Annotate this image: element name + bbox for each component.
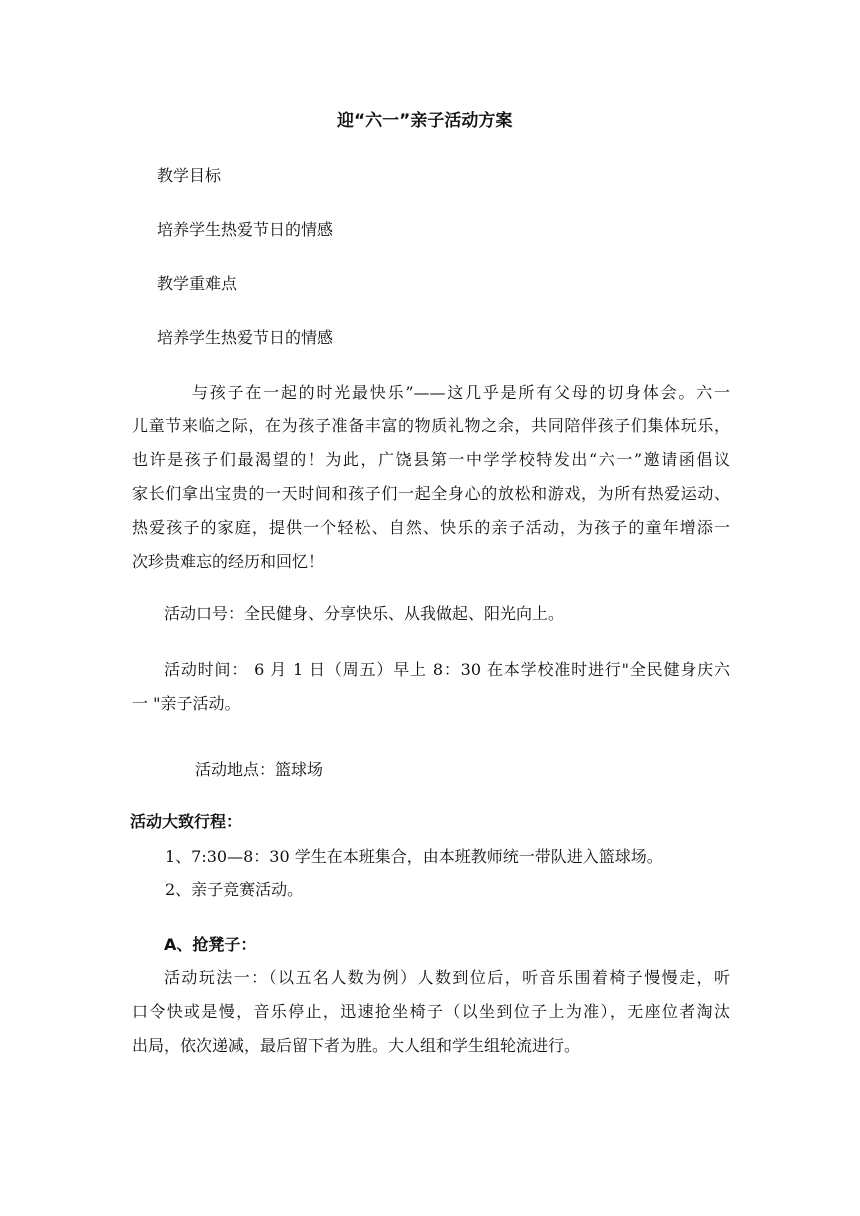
activity-slogan: 活动口号：全民健身、分享快乐、从我做起、阳光向上。	[164, 604, 565, 623]
teaching-difficulty-text: 培养学生热爱节日的情感	[157, 328, 334, 347]
intro-line-2: 儿童节来临之际，在为孩子准备丰富的物质礼物之余，共同陪伴孩子们集体玩乐，	[132, 416, 730, 435]
intro-line-6: 次珍贵难忘的经历和回忆！	[132, 552, 325, 571]
schedule-heading: 活动大致行程：	[130, 812, 243, 831]
heading-teaching-difficulty: 教学重难点	[157, 274, 238, 293]
intro-line-4: 家长们拿出宝贵的一天时间和孩子们一起全身心的放松和游戏，为所有热爱运动、	[132, 484, 730, 503]
activity-location: 活动地点：篮球场	[195, 760, 324, 779]
schedule-item-1: 1、7:30—8：30 学生在本班集合，由本班教师统一带队进入篮球场。	[165, 847, 663, 866]
heading-teaching-goal: 教学目标	[157, 166, 222, 185]
activity-time-line-2: 一 "亲子活动。	[132, 694, 241, 713]
intro-line-3: 也许是孩子们最渴望的！为此，广饶县第一中学学校特发出“六一”邀请函倡议	[132, 450, 730, 469]
activity-time-line-1: 活动时间： 6 月 1 日（周五）早上 8：30 在本学校准时进行"全民健身庆六	[164, 660, 730, 679]
schedule-item-2: 2、亲子竞赛活动。	[165, 880, 304, 899]
game-rule-line-2: 口令快或是慢，音乐停止，迅速抢坐椅子（以坐到位子上为准），无座位者淘汰	[132, 1002, 730, 1021]
teaching-goal-text: 培养学生热爱节日的情感	[157, 220, 334, 239]
game-rule-line-3: 出局，依次递减，最后留下者为胜。大人组和学生组轮流进行。	[132, 1036, 581, 1055]
intro-line-5: 热爱孩子的家庭，提供一个轻松、自然、快乐的亲子活动，为孩子的童年增添一	[132, 518, 730, 537]
game-heading: A、抢凳子：	[164, 935, 257, 954]
game-rule-line-1: 活动玩法一：（以五名人数为例）人数到位后，听音乐围着椅子慢慢走，听	[164, 968, 730, 987]
intro-line-1: 与孩子在一起的时光最快乐”——这几乎是所有父母的切身体会。六一	[192, 383, 730, 402]
document-title: 迎“六一”亲子活动方案	[337, 111, 513, 131]
